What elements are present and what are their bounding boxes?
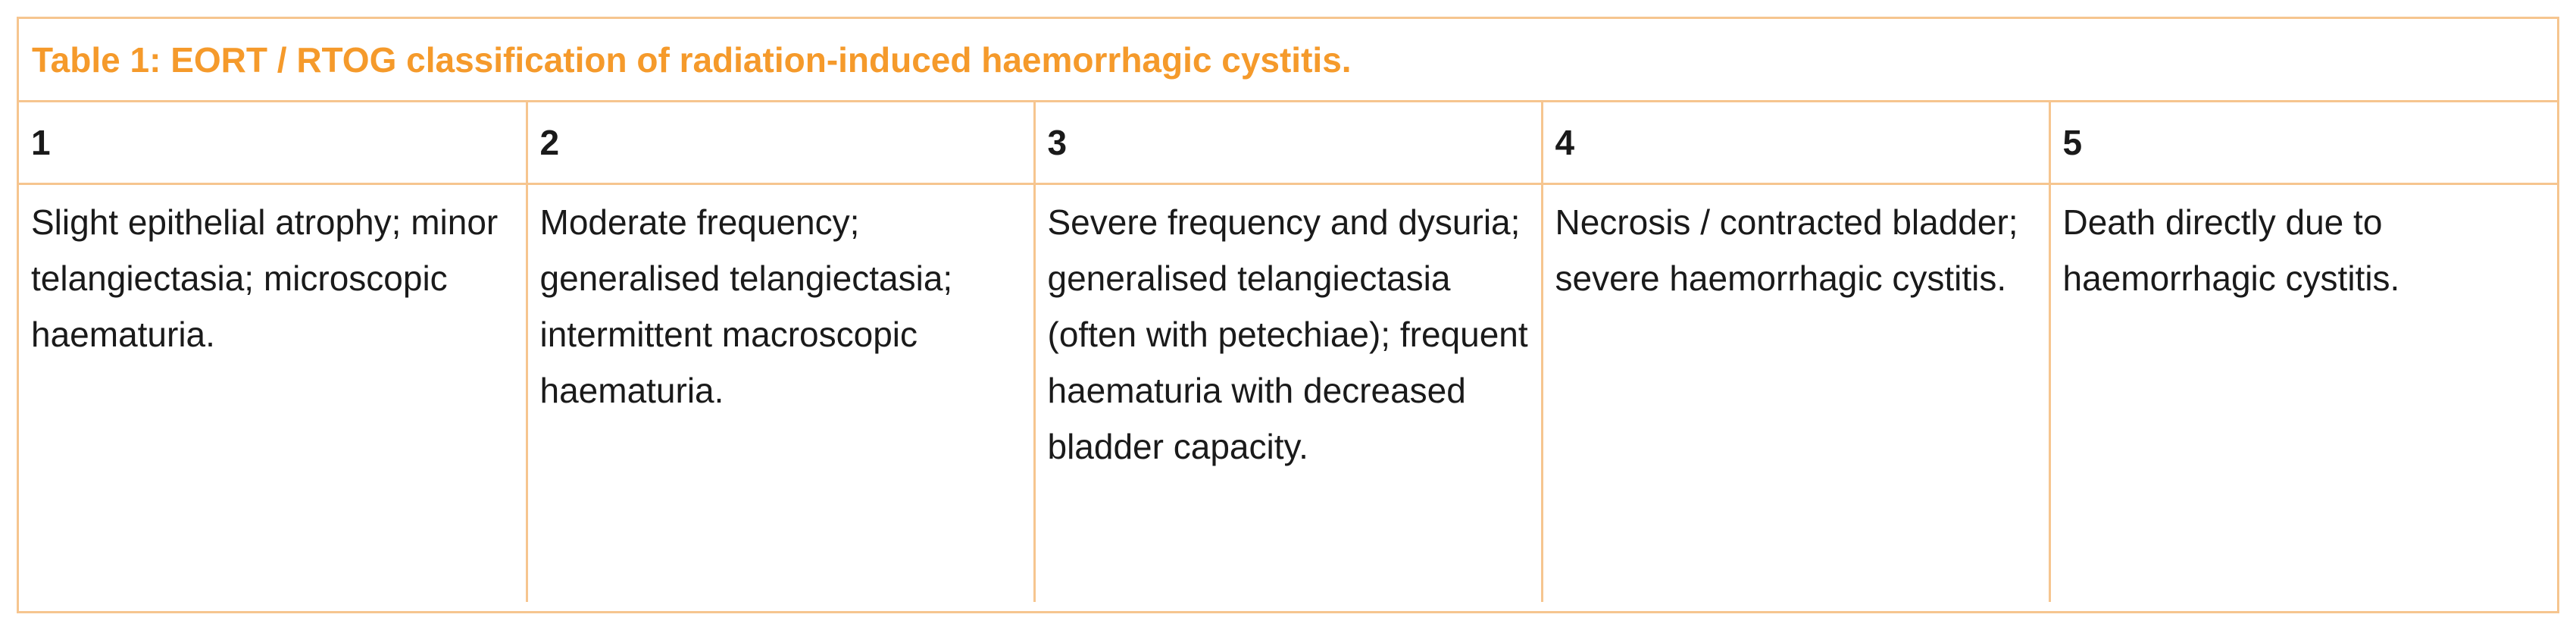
- grade-1-description: Slight epithelial atrophy; minor telangiectasia; microscopic haematuria.: [19, 183, 527, 602]
- grade-2-description: Moderate frequency; generalised telangiectasia; intermittent macroscopic haematuria.: [527, 183, 1034, 602]
- grade-table: [19, 102, 2557, 602]
- header-row: [19, 102, 2557, 183]
- grade-header-2: 2: [527, 102, 1034, 183]
- grade-header-1: 1: [19, 102, 527, 183]
- grade-3-description: Severe frequency and dysuria; generalised telangiectasia (often with petechiae); frequent haematuria with decreased bladder capacity.: [1034, 183, 1542, 602]
- grade-5-description: Death directly due to haemorrhagic cystitis.: [2062, 202, 2400, 298]
- grade-header-5: 5: [2049, 102, 2557, 183]
- classification-table: [17, 17, 2559, 613]
- table-caption: Table 1: EORT / RTOG classification of radiation-induced haemorrhagic cystitis.: [19, 19, 2557, 102]
- grade-header-4: 4: [1542, 102, 2049, 183]
- grade-header-3: 3: [1034, 102, 1542, 183]
- table-row: [19, 183, 2557, 602]
- grade-4-description: Necrosis / contracted bladder; severe haemorrhagic cystitis.: [1542, 183, 2049, 602]
